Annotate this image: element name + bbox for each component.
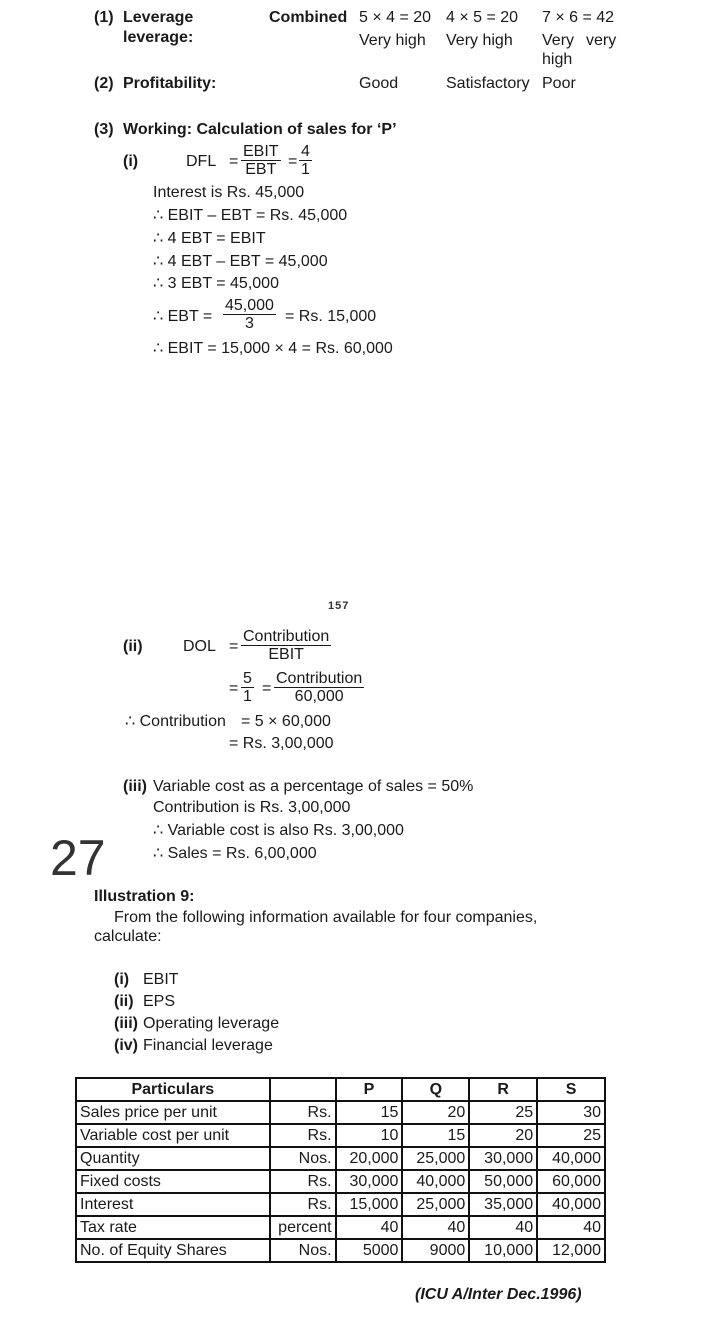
working-line: ∴ EBIT – EBT = Rs. 45,000 [153, 207, 348, 224]
table-cell: No. of Equity Shares [76, 1239, 270, 1262]
leverage-value: 7 × 6 = 42 [542, 9, 615, 26]
table-header: R [469, 1078, 537, 1101]
table-cell: 9000 [402, 1239, 469, 1262]
source-citation: (ICU A/Inter Dec.1996) [415, 1286, 582, 1303]
table-cell: 30,000 [469, 1147, 537, 1170]
table-cell: 40,000 [537, 1147, 605, 1170]
working-line: = 5 × 60,000 [241, 713, 331, 730]
item-number: (2) [94, 75, 114, 92]
working-line: Interest is Rs. 45,000 [153, 184, 305, 201]
table-cell: Variable cost per unit [76, 1124, 270, 1147]
table-cell: Sales price per unit [76, 1101, 270, 1124]
table-cell: 15 [336, 1101, 403, 1124]
task-number: (iii) [114, 1015, 138, 1032]
fraction-denominator: EBIT [268, 646, 304, 663]
table-cell: 25 [469, 1101, 537, 1124]
table-cell: percent [270, 1216, 336, 1239]
equals-sign: = [229, 680, 239, 697]
working-line: Variable cost as a percentage of sales = 50% [153, 778, 474, 795]
working-heading: Working: Calculation of sales for ‘P’ [123, 121, 397, 138]
task-number: (i) [114, 971, 130, 988]
table-header: Q [402, 1078, 469, 1101]
task-text: Financial leverage [143, 1037, 273, 1054]
table-cell: 40 [537, 1216, 605, 1239]
task-text: Operating leverage [143, 1015, 280, 1032]
table-row [76, 1124, 605, 1147]
margin-number: 27 [50, 830, 106, 886]
profitability-label: Profitability: [123, 75, 217, 92]
working-line: ∴ 4 EBT – EBT = 45,000 [153, 253, 328, 270]
table-cell: Tax rate [76, 1216, 270, 1239]
illustration-intro: calculate: [94, 928, 162, 945]
table-cell: 25,000 [402, 1147, 469, 1170]
table-header-row [76, 1078, 605, 1101]
item-number: (3) [94, 121, 114, 138]
task-text: EPS [143, 993, 176, 1010]
profitability-value: Satisfactory [446, 75, 530, 92]
table-cell: Nos. [270, 1147, 336, 1170]
table-cell: 40 [336, 1216, 403, 1239]
fraction-denominator: 60,000 [294, 688, 344, 705]
table-cell: 60,000 [537, 1170, 605, 1193]
dfl-label: DFL [186, 153, 217, 170]
equals-sign: = [229, 638, 239, 655]
table-row [76, 1147, 605, 1170]
table-cell: Nos. [270, 1239, 336, 1262]
task-number: (iv) [114, 1037, 138, 1054]
subpart-number: (ii) [123, 638, 143, 655]
table-cell: 10,000 [469, 1239, 537, 1262]
combined-label: Combined [269, 9, 348, 26]
illustration-title: Illustration 9: [94, 888, 195, 905]
dfl-ratio [299, 143, 312, 178]
task-text: EBIT [143, 971, 179, 988]
working-line: Contribution is Rs. 3,00,000 [153, 799, 351, 816]
working-line: ∴ Contribution [125, 713, 226, 730]
working-line: ∴ 4 EBT = EBIT [153, 230, 266, 247]
table-cell: 40,000 [402, 1170, 469, 1193]
leverage-value: 4 × 5 = 20 [446, 9, 519, 26]
leverage-level: high [542, 51, 573, 68]
table-cell: Interest [76, 1193, 270, 1216]
table-cell: 30 [537, 1101, 605, 1124]
working-line: ∴ 3 EBT = 45,000 [153, 275, 279, 292]
leverage-label: Leverage [123, 9, 194, 26]
table-cell: Quantity [76, 1147, 270, 1170]
table-cell: 20 [402, 1101, 469, 1124]
table-header: S [537, 1078, 605, 1101]
table-cell: 5000 [336, 1239, 403, 1262]
fraction-denominator: 3 [245, 315, 254, 332]
subpart-number: (i) [123, 153, 139, 170]
working-line: ∴ Variable cost is also Rs. 3,00,000 [153, 822, 404, 839]
leverage-level: Very [542, 32, 575, 49]
leverage-level: very [586, 32, 617, 49]
dfl-fraction [241, 143, 281, 178]
equals-sign: = [288, 153, 298, 170]
leverage-level: Very high [446, 32, 513, 49]
table-cell: 40 [402, 1216, 469, 1239]
table-cell: 20,000 [336, 1147, 403, 1170]
fraction-denominator: 1 [243, 688, 252, 705]
table-cell: 35,000 [469, 1193, 537, 1216]
table-cell: 50,000 [469, 1170, 537, 1193]
working-line: ∴ Sales = Rs. 6,00,000 [153, 845, 317, 862]
table-row [76, 1101, 605, 1124]
leverage-value: 5 × 4 = 20 [359, 9, 432, 26]
fraction-numerator: Contribution [243, 628, 330, 645]
table-row [76, 1193, 605, 1216]
table-cell: Rs. [270, 1170, 336, 1193]
dol-ratio [241, 670, 254, 705]
ebt-fraction [223, 297, 276, 332]
table-cell: 20 [469, 1124, 537, 1147]
leverage-label: leverage: [123, 29, 194, 46]
table-cell: 30,000 [336, 1170, 403, 1193]
fraction-numerator: 5 [243, 670, 252, 687]
table-cell: 15,000 [336, 1193, 403, 1216]
table-cell: Rs. [270, 1124, 336, 1147]
contribution-fraction [274, 670, 364, 705]
table-cell: 15 [402, 1124, 469, 1147]
table-row [76, 1216, 605, 1239]
fraction-numerator: 4 [301, 143, 310, 160]
table-header [270, 1078, 336, 1101]
table-cell: 12,000 [537, 1239, 605, 1262]
table-cell: 40,000 [537, 1193, 605, 1216]
task-number: (ii) [114, 993, 134, 1010]
dol-label: DOL [183, 638, 216, 655]
table-row [76, 1170, 605, 1193]
equals-sign: = [229, 153, 239, 170]
working-line: = Rs. 3,00,000 [229, 735, 334, 752]
fraction-numerator: EBIT [243, 143, 279, 160]
table-row [76, 1239, 605, 1262]
working-line: ∴ EBT = [153, 308, 213, 325]
table-cell: 40 [469, 1216, 537, 1239]
table-cell: Fixed costs [76, 1170, 270, 1193]
dol-fraction [241, 628, 331, 663]
fraction-numerator: 45,000 [225, 297, 274, 314]
table-cell: 25,000 [402, 1193, 469, 1216]
subpart-number: (iii) [123, 778, 147, 795]
item-number: (1) [94, 9, 114, 26]
illustration-intro: From the following information available for four companies, [114, 909, 538, 926]
table-cell: Rs. [270, 1101, 336, 1124]
table-header: P [336, 1078, 403, 1101]
equals-sign: = [262, 680, 272, 697]
working-line: ∴ EBIT = 15,000 × 4 = Rs. 60,000 [153, 340, 393, 357]
working-line: = Rs. 15,000 [285, 308, 377, 325]
table-cell: 25 [537, 1124, 605, 1147]
profitability-value: Poor [542, 75, 576, 92]
page-number-fragment: 157 [328, 600, 350, 612]
profitability-value: Good [359, 75, 399, 92]
fraction-denominator: 1 [301, 161, 310, 178]
fraction-denominator: EBT [245, 161, 277, 178]
table-cell: 10 [336, 1124, 403, 1147]
leverage-level: Very high [359, 32, 426, 49]
table-cell: Rs. [270, 1193, 336, 1216]
table-header: Particulars [76, 1078, 270, 1101]
fraction-numerator: Contribution [276, 670, 363, 687]
company-data-table [75, 1077, 606, 1263]
